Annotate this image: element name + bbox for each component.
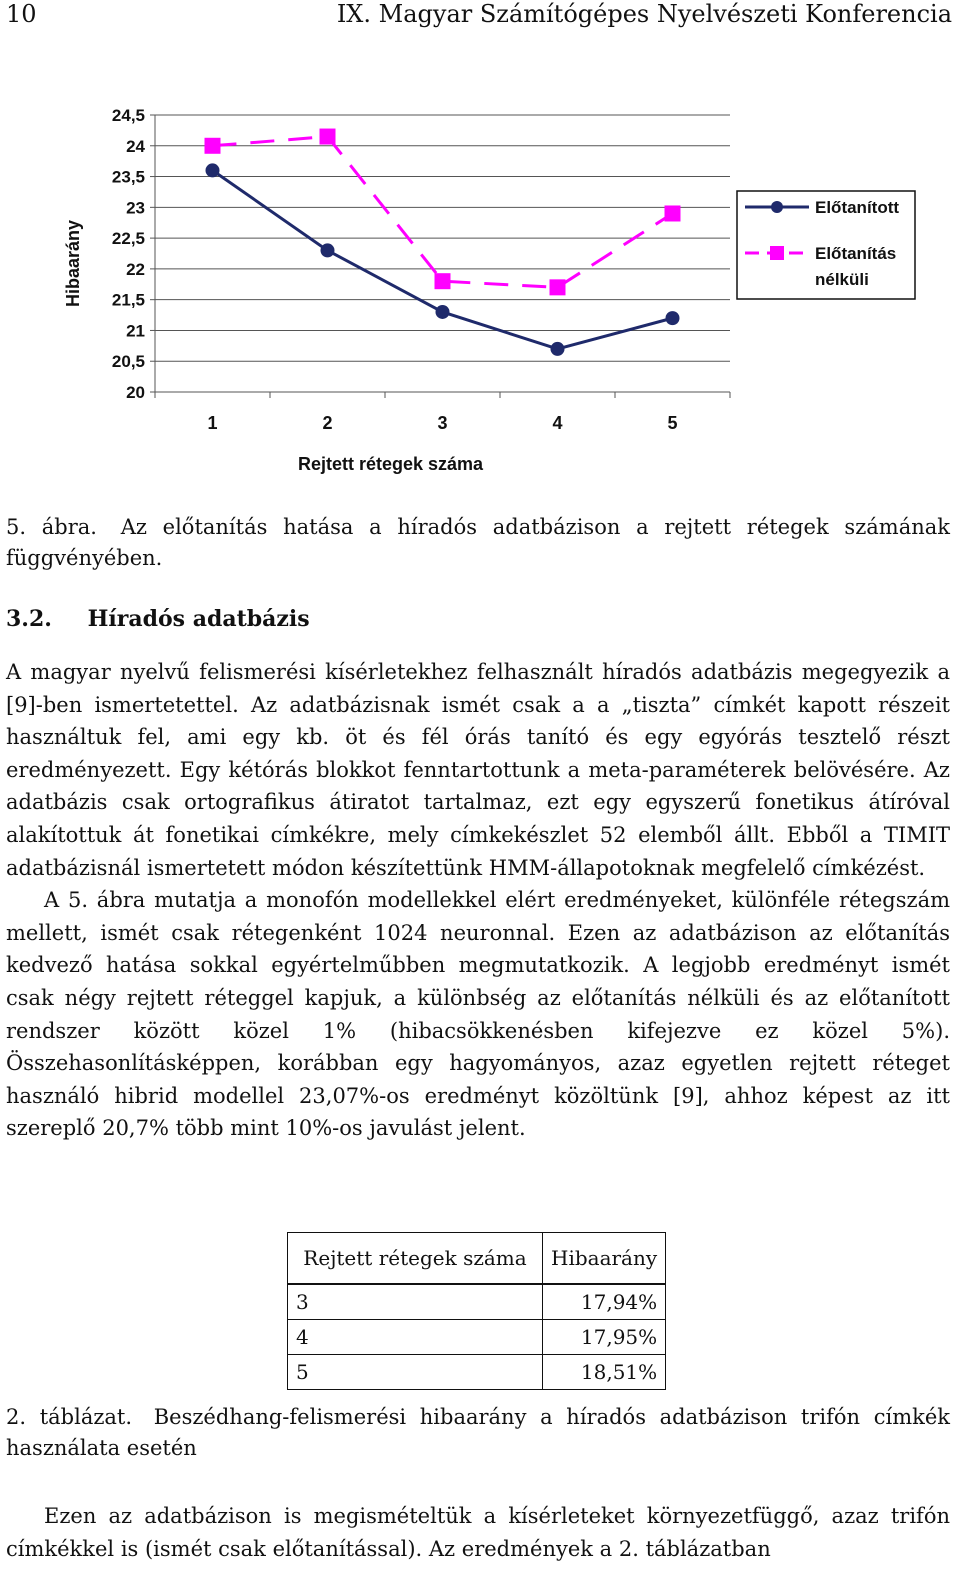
y-tick-label: 22,5 [111, 229, 145, 249]
y-tick-label: 24 [126, 136, 145, 156]
figure-caption-label: 5. ábra. [6, 515, 97, 539]
table-cell: 17,94% [543, 1284, 666, 1320]
x-axis-label: Rejtett rétegek száma [297, 454, 484, 474]
error-rate-chart [55, 95, 925, 485]
x-tick-label: 4 [552, 413, 563, 433]
table-cell: 17,95% [543, 1320, 666, 1355]
data-point [320, 129, 336, 145]
data-point [550, 279, 566, 295]
table-row [288, 1355, 666, 1390]
x-tick-label: 5 [667, 413, 678, 433]
data-point [551, 342, 565, 356]
y-tick-label: 21 [126, 321, 145, 341]
section-title: Híradós adatbázis [87, 606, 310, 632]
table-caption-text: Beszédhang-felismerési hibaarány a híradós adatbázison trifón címkék használata esetén [6, 1405, 950, 1460]
table-cell: 3 [288, 1284, 543, 1320]
table-caption [6, 1402, 950, 1464]
figure-caption [6, 512, 950, 574]
table-row [288, 1284, 666, 1320]
table-header-row [288, 1233, 666, 1285]
table-cell: 5 [288, 1355, 543, 1390]
data-point [665, 205, 681, 221]
legend-swatch-marker [771, 201, 783, 213]
data-point [321, 243, 335, 257]
data-point [206, 163, 220, 177]
legend-label: Előtanított [815, 198, 900, 217]
paragraph-3: Ezen az adatbázison is megismételtük a kísérleteket környezetfüggő, azaz trifón címkékkel is (ismét csak előtanítással). Az eredmények a 2. táblázatban [6, 1504, 950, 1561]
y-tick-label: 24,5 [111, 106, 145, 125]
table-caption-label: 2. táblázat. [6, 1405, 133, 1429]
table-header-error: Hibaarány [543, 1233, 666, 1285]
body-text-continued [6, 1500, 950, 1565]
paragraph-1: A magyar nyelvű felismerési kísérletekhez felhasznált híradós adatbázis megegyezik a [9]-ben ismertetettel. Az adatbázisnak ismét csak a a „tiszta” címkét kapott részeit használtuk fel, ami egy kb. öt és fél órás tanító és egy egyórás tesztelő részt eredményezett. Egy kétórás blokkot fenntartottunk a meta-paraméterek belövésére. Az adatbázis csak ortografikus átiratot tartalmaz, ezt egy egyszerű fonetikus átíróval alakítottuk át fonetikai címkékre, mely címkekészlet 52 elemből állt. Ebből a TIMIT adatbázisnál ismertetett módon készítettünk HMM-állapotoknak megfelelő címkézést. [6, 660, 950, 880]
y-tick-label: 20 [126, 383, 145, 402]
running-title: IX. Magyar Számítógépes Nyelvészeti Konferencia [336, 0, 952, 28]
table-row [288, 1320, 666, 1355]
y-tick-label: 22 [126, 259, 145, 279]
x-tick-label: 1 [207, 413, 218, 433]
data-point [205, 138, 221, 154]
table-cell: 18,51% [543, 1355, 666, 1390]
figure-caption-text: Az előtanítás hatása a híradós adatbázison a rejtett rétegek számának függvényében. [6, 515, 950, 570]
y-tick-label: 21,5 [111, 290, 145, 310]
y-tick-label: 23 [126, 198, 145, 218]
body-text [6, 656, 950, 1145]
running-header [6, 0, 952, 30]
legend-label: Előtanítás nélküli [815, 244, 897, 289]
series-line-2 [213, 137, 673, 288]
data-point [666, 311, 680, 325]
page-number: 10 [6, 0, 37, 28]
table-header-layers: Rejtett rétegek száma [288, 1233, 543, 1285]
series-line-1 [213, 170, 673, 349]
y-tick-label: 20,5 [111, 352, 145, 372]
x-tick-label: 2 [322, 413, 333, 433]
results-table [287, 1232, 666, 1390]
y-tick-label: 23,5 [111, 167, 145, 187]
data-point [436, 305, 450, 319]
data-point [435, 273, 451, 289]
x-tick-label: 3 [437, 413, 448, 433]
y-axis-label: Hibaarány [63, 219, 83, 308]
table-cell: 4 [288, 1320, 543, 1355]
section-heading [6, 606, 310, 632]
section-number: 3.2. [6, 606, 52, 632]
legend-swatch-marker [770, 246, 784, 260]
paragraph-2: A 5. ábra mutatja a monofón modellekkel elért eredményeket, különféle rétegszám mellett, ismét csak rétegenként 1024 neuronnal. Ezen az adatbázison az előtanítás kedvező hatása sokkal egyértelműbben megmutatkozik. A legjobb eredményt ismét csak négy rejtett réteggel kapjuk, a különbség az előtanítás nélküli és az előtanított rendszer között közel 1% (hibacsökkenésben kifejezve ez közel 5%). Összehasonlításképpen, korábban egy hagyományos, azaz egyetlen rejtett réteget használó hibrid modellel 23,07%-os eredményt közöltünk [9], ahhoz képest az itt szereplő 20,7% több mint 10%-os javulást jelent. [6, 888, 950, 1141]
